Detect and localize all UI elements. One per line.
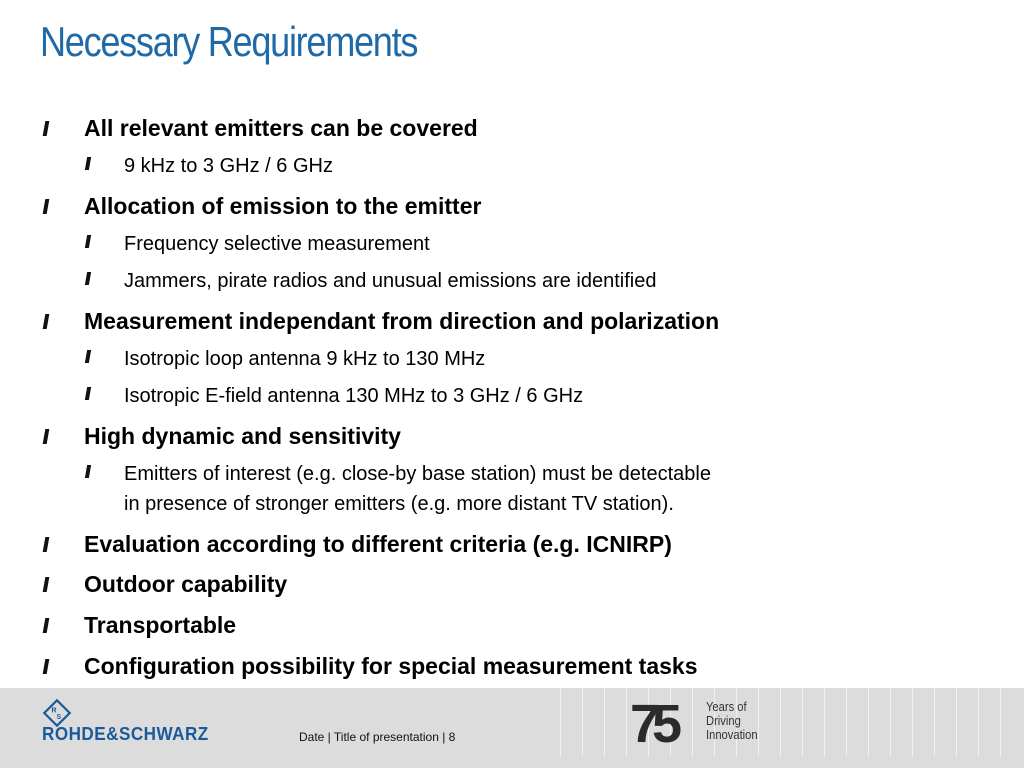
bullet-marker-icon: [85, 387, 91, 400]
bullet-text: Measurement independant from direction and polarization: [84, 308, 720, 334]
bullet-marker-icon: [85, 157, 91, 170]
svg-text:R: R: [51, 707, 57, 715]
sub-bullet-item: [124, 266, 657, 296]
bullet-item: [84, 531, 672, 558]
bullet-text: Jammers, pirate radios and unusual emissions are identified: [124, 270, 657, 292]
bullet-text: All relevant emitters can be covered: [84, 115, 478, 141]
bullet-text: Isotropic E-field antenna 130 MHz to 3 GHz / 6 GHz: [124, 385, 584, 407]
bullet-text: Evaluation according to different criteria (e.g. ICNIRP): [84, 531, 672, 557]
anniversary-line: Years of: [706, 699, 747, 714]
bullet-marker-icon: [85, 235, 91, 248]
footer-info: Date | Title of presentation | 8: [299, 730, 456, 744]
bullet-text: Frequency selective measurement: [124, 233, 430, 255]
bullet-text: Outdoor capability: [84, 571, 288, 597]
bullet-marker-icon: [43, 618, 50, 633]
sub-bullet-item: [124, 151, 333, 181]
anniversary-75-logo-icon: [630, 700, 700, 744]
bullet-marker-icon: [85, 350, 91, 363]
slide-footer: [0, 688, 1024, 768]
sub-bullet-item: [124, 229, 430, 259]
bullet-marker-icon: [43, 429, 50, 444]
bullet-item: [84, 423, 401, 450]
bullet-item: [84, 612, 236, 639]
brand-name: ROHDE&SCHWARZ: [42, 724, 209, 744]
bullet-text: 9 kHz to 3 GHz / 6 GHz: [124, 155, 333, 177]
svg-text:S: S: [56, 714, 62, 721]
bullet-text: Allocation of emission to the emitter: [84, 193, 482, 219]
bullet-item: [84, 115, 478, 142]
bullet-text: Emitters of interest (e.g. close-by base station) must be detectable: [124, 463, 711, 485]
anniversary-line: Driving: [706, 713, 741, 728]
bullet-marker-icon: [43, 121, 50, 136]
anniversary-line: Innovation: [706, 727, 758, 742]
bullet-item: [84, 308, 719, 335]
bullet-text: Transportable: [84, 612, 237, 638]
sub-bullet-item: [124, 381, 583, 411]
anniversary-tagline: [706, 700, 758, 742]
anniversary-number: 75: [630, 700, 675, 744]
bullet-text: Configuration possibility for special measurement tasks: [84, 653, 698, 679]
sub-bullet-item: [124, 344, 485, 374]
bullet-text: High dynamic and sensitivity: [84, 423, 401, 449]
sub-bullet-item: [124, 459, 711, 519]
bullet-marker-icon: [43, 537, 50, 552]
slide-title: Necessary Requirements: [40, 18, 418, 65]
bullet-text: Isotropic loop antenna 9 kHz to 130 MHz: [124, 348, 486, 370]
bullet-item: [84, 193, 481, 220]
bullet-marker-icon: [85, 465, 91, 478]
bullet-marker-icon: [43, 659, 50, 674]
bullet-marker-icon: [43, 314, 50, 329]
bullet-marker-icon: [43, 199, 50, 214]
bullet-item: [84, 653, 698, 680]
bullet-marker-icon: [43, 577, 50, 592]
bullet-marker-icon: [85, 272, 91, 285]
bullet-text-continuation: in presence of stronger emitters (e.g. more distant TV station).: [124, 493, 674, 515]
bullet-item: [84, 571, 287, 598]
